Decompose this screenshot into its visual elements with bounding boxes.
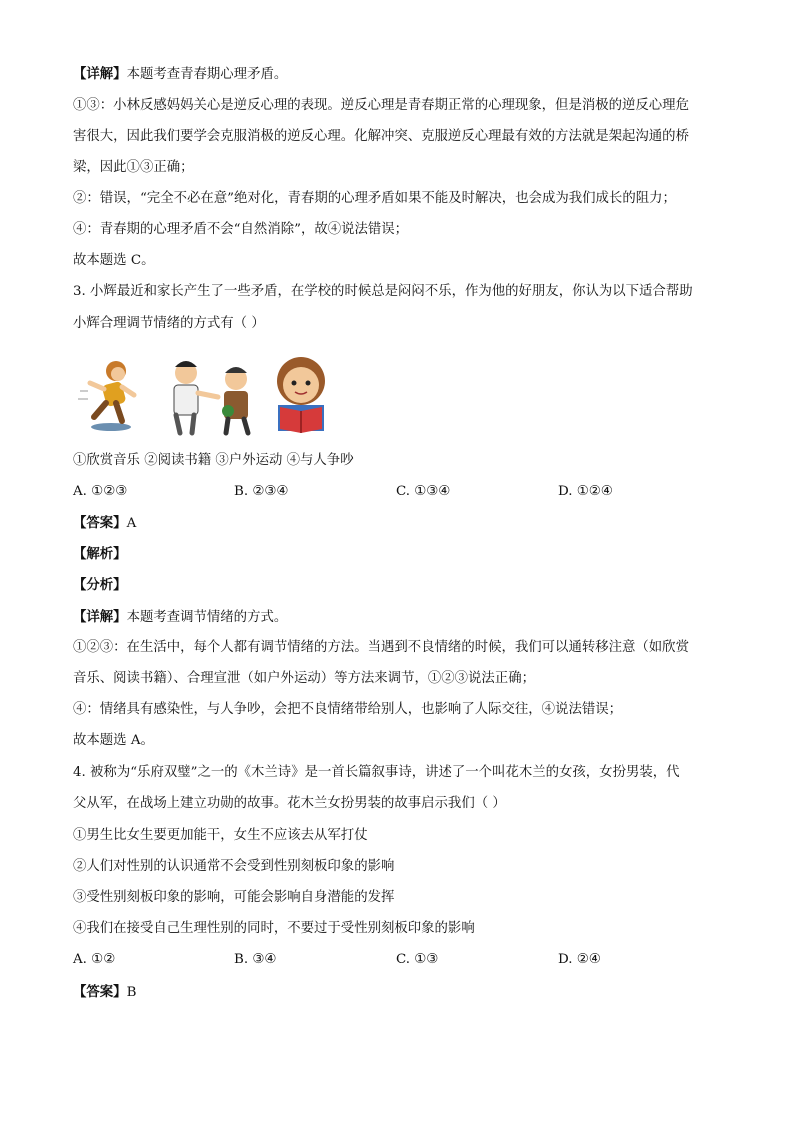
option-a: A. ①② <box>73 952 116 967</box>
running-boy-figure <box>78 361 134 431</box>
conclusion-line: 故本题选 A。 <box>73 733 154 748</box>
answer-line <box>73 983 723 1002</box>
answer-value: A <box>126 516 137 531</box>
option-d: D. ①②④ <box>558 484 613 499</box>
question-3-stem: 3. 小辉最近和家长产生了一些矛盾，在学校的时候总是闷闷不乐，作为他的好朋友，你认为以下适合帮助 <box>73 284 693 299</box>
option-a: A. ①②③ <box>73 484 128 499</box>
statement-1: ①男生比女生要更加能干，女生不应该去从军打仗 <box>73 828 368 843</box>
option-b: B. ③④ <box>234 952 277 967</box>
answer-value: B <box>126 985 137 1000</box>
statement-4: ④我们在接受自己生理性别的同时，不要过于受性别刻板印象的影响 <box>73 921 475 936</box>
question-4-stem-cont: 父从军，在战场上建立功勋的故事。花木兰女扮男装的故事启示我们（ ） <box>73 796 506 811</box>
question-3-items: ①欣赏音乐 ②阅读书籍 ③户外运动 ④与人争吵 <box>73 453 354 468</box>
explanation-line: ①③：小林反感妈妈关心是逆反心理的表现。逆反心理是青春期正常的心理现象，但是消极的逆反心理危 <box>73 98 689 113</box>
explanation-line: 音乐、阅读书籍）、合理宣泄（如户外运动）等方法来调节，①②③说法正确； <box>73 671 535 686</box>
statement-3: ③受性别刻板印象的影响，可能会影响自身潜能的发挥 <box>73 890 395 905</box>
detail-tag: 【详解】 <box>73 609 127 625</box>
option-b: B. ②③④ <box>234 484 289 499</box>
conclusion-line: 故本题选 C。 <box>73 253 155 268</box>
explanation-line: ④：青春期的心理矛盾不会“自然消除”，故④说法错误； <box>73 222 409 237</box>
detail-text: 本题考查调节情绪的方式。 <box>126 610 288 625</box>
fenxi-tag: 【分析】 <box>73 577 127 593</box>
explanation-line: ②：错误，“完全不必在意”绝对化，青春期的心理矛盾如果不能及时解决，也会成为我们成长的阻力； <box>73 191 676 206</box>
option-c: C. ①③ <box>396 952 439 967</box>
answer-line <box>73 514 723 533</box>
detail-text: 本题考查青春期心理矛盾。 <box>126 67 288 82</box>
answer-tag: 【答案】 <box>73 984 127 1000</box>
detail-line <box>73 608 723 627</box>
reading-boy-figure <box>277 357 325 433</box>
option-c: C. ①③④ <box>396 484 451 499</box>
arguing-figures <box>174 361 248 433</box>
analysis-tag: 【解析】 <box>73 546 127 562</box>
emotion-illustration <box>76 355 336 437</box>
question-4-stem: 4. 被称为“乐府双璧”之一的《木兰诗》是一首长篇叙事诗，讲述了一个叫花木兰的女孩，女扮男装，代 <box>73 765 680 780</box>
statement-2: ②人们对性别的认识通常不会受到性别刻板印象的影响 <box>73 859 395 874</box>
option-d: D. ②④ <box>558 952 601 967</box>
explanation-line: ①②③：在生活中，每个人都有调节情绪的方法。当遇到不良情绪的时候，我们可以通转移注意（如欣赏 <box>73 640 689 655</box>
answer-tag: 【答案】 <box>73 515 127 531</box>
explanation-line: 害很大，因此我们要学会克服消极的逆反心理。化解冲突、克服逆反心理最有效的方法就是架起沟通的桥 <box>73 129 689 144</box>
explanation-line: 梁，因此①③正确； <box>73 160 194 175</box>
detail-line <box>73 65 723 84</box>
question-3-stem-cont: 小辉合理调节情绪的方式有（ ） <box>73 316 265 331</box>
explanation-line: ④：情绪具有感染性，与人争吵，会把不良情绪带给别人，也影响了人际交往，④说法错误； <box>73 702 623 717</box>
detail-tag: 【详解】 <box>73 66 127 82</box>
